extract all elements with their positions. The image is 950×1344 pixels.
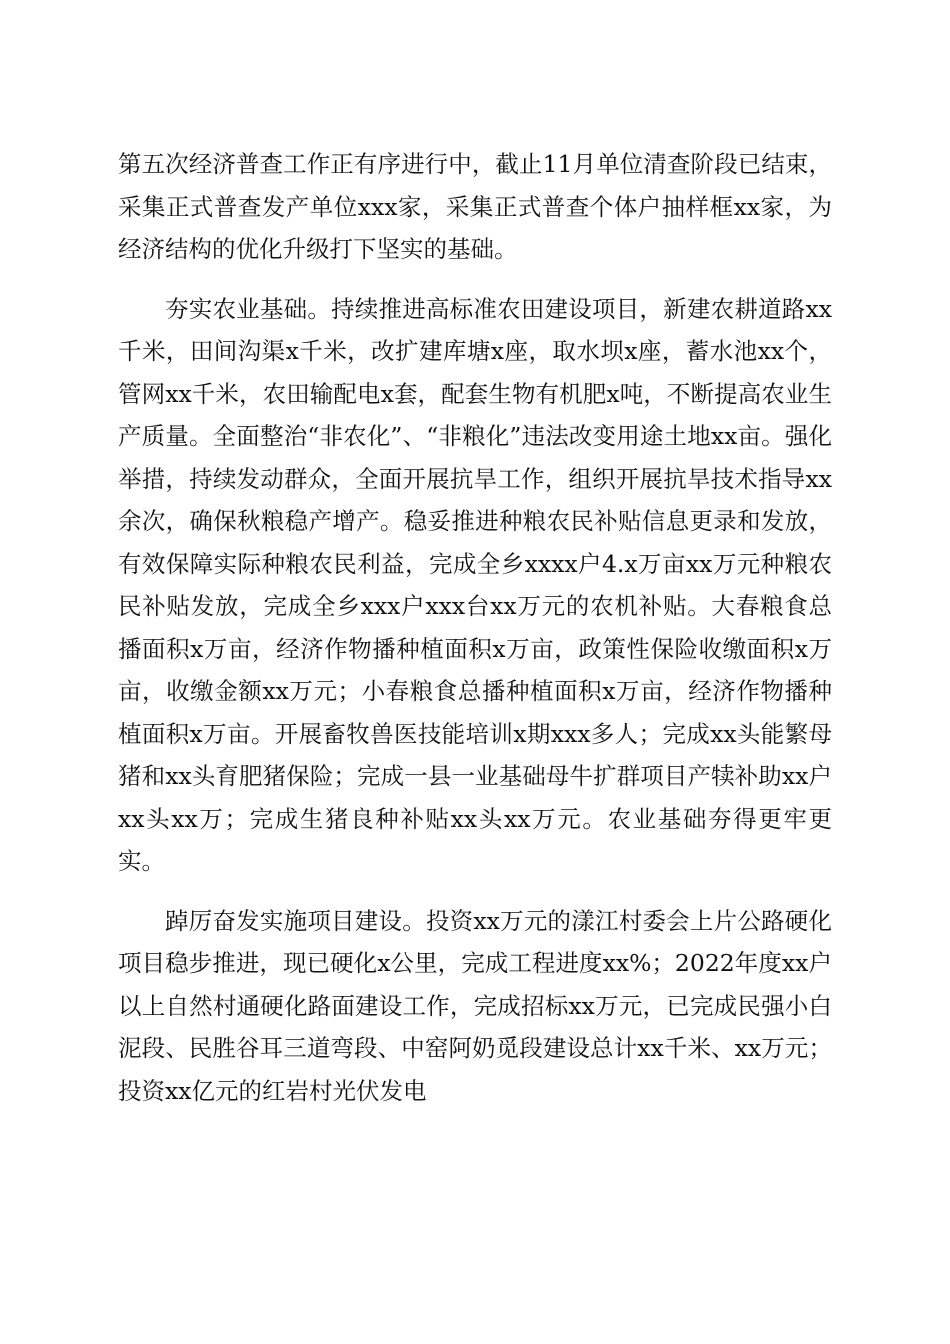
paragraph-project-construction: 踔厉奋发实施项目建设。投资xx万元的漾江村委会上片公路硬化项目稳步推进，现已硬化x公里，完成工程进度xx%；2022年度xx户以上自然村通硬化路面建设工作，完成招标xx万元，已完成民强小白泥段、民胜谷耳三道弯段、中窑阿奶觅段建设总计xx千米、xx万元；投资xx亿元的红岩村光伏发电: [118, 906, 832, 1105]
paragraph-economic-census: 第五次经济普查工作正有序进行中，截止11月单位清查阶段已结束，采集正式普查发产单位xxx家，采集正式普查个体户抽样框xx家，为经济结构的优化升级打下坚实的基础。: [118, 150, 832, 263]
document-body: [118, 143, 832, 1112]
paragraph-agriculture-foundation: 夯实农业基础。持续推进高标准农田建设项目，新建农耕道路xx千米，田间沟渠x千米，改扩建库塘x座，取水坝x座，蓄水池xx个，管网xx千米，农田输配电x套，配套生物有机肥x吨，不断提高农业生产质量。全面整治“非农化”、“非粮化”违法改变用途土地xx亩。强化举措，持续发动群众，全面开展抗旱工作，组织开展抗旱技术指导xx余次，确保秋粮稳产增产。稳妥推进种粮农民补贴信息更录和发放，有效保障实际种粮农民利益，完成全乡xxxx户4.x万亩xx万元种粮农民补贴发放，完成全乡xxx户xxx台xx万元的农机补贴。大春粮食总播面积x万亩，经济作物播种植面积x万亩，政策性保险收缴面积x万亩，收缴金额xx万元；小春粮食总播种植面积x万亩，经济作物播种植面积x万亩。开展畜牧兽医技能培训x期xxx多人；完成xx头能繁母猪和xx头育肥猪保险；完成一县一业基础母牛扩群项目产犊补助xx户xx头xx万；完成生猪良种补贴xx头xx万元。农业基础夯得更牢更实。: [118, 294, 832, 875]
